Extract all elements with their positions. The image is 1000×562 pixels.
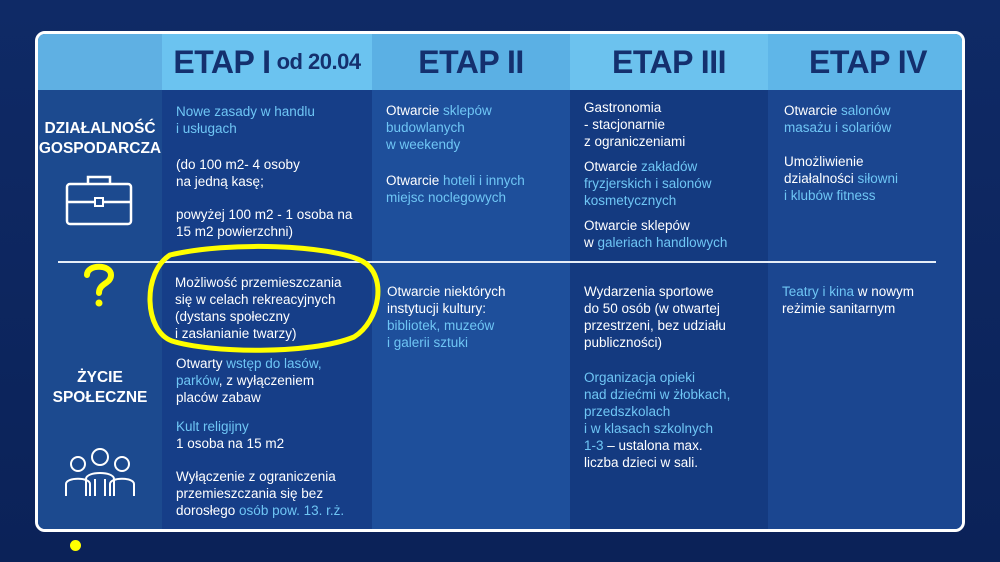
text-line: i zasłanianie twarzy) — [175, 326, 297, 341]
text-line: miejsc noclegowych — [386, 190, 507, 205]
row-label-social-2: SPOŁECZNE — [52, 389, 148, 406]
cell-business-etap-2-a — [386, 102, 492, 153]
cell-business-etap-4-b — [784, 153, 898, 204]
text-highlight: parków — [176, 373, 219, 388]
header-etap-3: ETAP III — [570, 34, 768, 90]
text-line: i galerii sztuki — [387, 335, 469, 350]
text: Otwarcie — [584, 159, 642, 174]
text-highlight: 1-3 — [584, 438, 604, 453]
text-line: i usługach — [176, 121, 237, 136]
text: , z wyłączeniem — [218, 373, 315, 388]
row-label-social — [38, 368, 162, 408]
cell-social-etap-4-a — [782, 283, 914, 317]
text: Otwarcie — [386, 173, 444, 188]
yellow-dot — [70, 540, 81, 551]
text-line: 1 osoba na 15 m2 — [176, 436, 285, 451]
text-line: - stacjonarnie — [584, 117, 666, 132]
cell-business-etap-4-a — [784, 102, 891, 136]
text-line: i klubów fitness — [784, 188, 876, 203]
text-highlight: zakładów — [641, 159, 698, 174]
text-line: Wydarzenia sportowe — [584, 284, 714, 299]
text-highlight: galeriach handlowych — [597, 235, 728, 250]
row-label-business-1: DZIAŁALNOŚĆ — [44, 120, 156, 137]
cell-business-etap-1-b — [176, 156, 300, 190]
question-mark-icon — [82, 262, 116, 308]
cell-business-etap-1-a — [176, 103, 315, 137]
text-highlight: salonów — [841, 103, 891, 118]
cell-social-etap-3-a — [584, 283, 726, 351]
text-line: publiczności) — [584, 335, 663, 350]
text-line: Otwarcie sklepów — [584, 218, 690, 233]
etap-1-date: od 20.04 — [276, 49, 361, 74]
text-line: się w celach rekreacyjnych — [175, 292, 336, 307]
briefcase-icon — [64, 172, 134, 226]
text-line: (do 100 m2- 4 osoby — [176, 157, 300, 172]
text-line: przemieszczania się bez — [176, 486, 324, 501]
header-etap-2: ETAP II — [372, 34, 570, 90]
cell-business-etap-3-a — [584, 99, 685, 150]
cell-social-etap-2-a — [387, 283, 506, 351]
text-line: z ograniczeniami — [584, 134, 686, 149]
text: w — [584, 235, 598, 250]
text-line: reżimie sanitarnym — [782, 301, 896, 316]
text-line: na jedną kasę; — [176, 174, 264, 189]
text-line: Wyłączenie z ograniczenia — [176, 469, 336, 484]
text-line: Gastronomia — [584, 100, 662, 115]
cell-social-etap-1-b — [176, 355, 322, 406]
row-label-business-2: GOSPODARCZA — [38, 140, 162, 157]
cell-business-etap-3-c — [584, 217, 727, 251]
text-line: powyżej 100 m2 - 1 osoba na — [176, 207, 353, 222]
etap-1-title: ETAP I — [173, 43, 271, 80]
cell-business-etap-1-c — [176, 206, 352, 240]
text-line: placów zabaw — [176, 390, 261, 405]
row-label-social-1: ŻYCIE — [77, 369, 123, 386]
text-line: instytucji kultury: — [387, 301, 487, 316]
header-etap-1 — [162, 34, 372, 90]
text-line: fryzjerskich i salonów — [584, 176, 712, 191]
text: dorosłego — [176, 503, 240, 518]
header-corner — [38, 34, 162, 90]
cell-social-etap-1-c — [176, 418, 284, 452]
text: w nowym — [854, 284, 915, 299]
text-line: Organizacja opieki — [584, 370, 696, 385]
text-line: do 50 osób (w otwartej — [584, 301, 720, 316]
text: Otwarcie — [784, 103, 842, 118]
text-line: Nowe zasady w handlu — [176, 104, 315, 119]
row-label-business — [38, 119, 162, 159]
text: – ustalona max. — [603, 438, 703, 453]
text-line: liczba dzieci w sali. — [584, 455, 699, 470]
cell-business-etap-2-b — [386, 172, 525, 206]
text-line: kosmetycznych — [584, 193, 677, 208]
text-highlight: wstęp do lasów, — [226, 356, 322, 371]
text-line: bibliotek, muzeów — [387, 318, 495, 333]
text: Otwarcie — [386, 103, 444, 118]
text: działalności — [784, 171, 858, 186]
text-line: (dystans społeczny — [175, 309, 290, 324]
text-line: budowlanych — [386, 120, 465, 135]
text-line: 15 m2 powierzchni) — [176, 224, 294, 239]
header-row — [38, 34, 962, 90]
text-highlight: Teatry i kina — [782, 284, 855, 299]
text-highlight: osób pow. 13. r.ż. — [239, 503, 345, 518]
header-etap-4: ETAP IV — [768, 34, 965, 90]
people-icon — [62, 446, 138, 498]
text-highlight: siłowni — [857, 171, 899, 186]
cell-business-etap-3-b — [584, 158, 712, 209]
highlight-circle — [140, 243, 385, 355]
cell-social-etap-1-d — [176, 468, 344, 519]
text-line: Możliwość przemieszczania — [175, 275, 342, 290]
text-highlight: sklepów — [443, 103, 492, 118]
text-line: nad dziećmi w żłobkach, — [584, 387, 731, 402]
text-line: Otwarcie niektórych — [387, 284, 506, 299]
text-highlight: hoteli i innych — [443, 173, 525, 188]
text: Otwarty — [176, 356, 227, 371]
text-line: w weekendy — [386, 137, 461, 152]
text-line: i w klasach szkolnych — [584, 421, 714, 436]
cell-social-etap-3-b — [584, 369, 730, 471]
text-line: przedszkolach — [584, 404, 671, 419]
text-line: masażu i solariów — [784, 120, 892, 135]
text-line: Kult religijny — [176, 419, 249, 434]
text-line: Umożliwienie — [784, 154, 864, 169]
text-line: przestrzeni, bez udziału — [584, 318, 726, 333]
